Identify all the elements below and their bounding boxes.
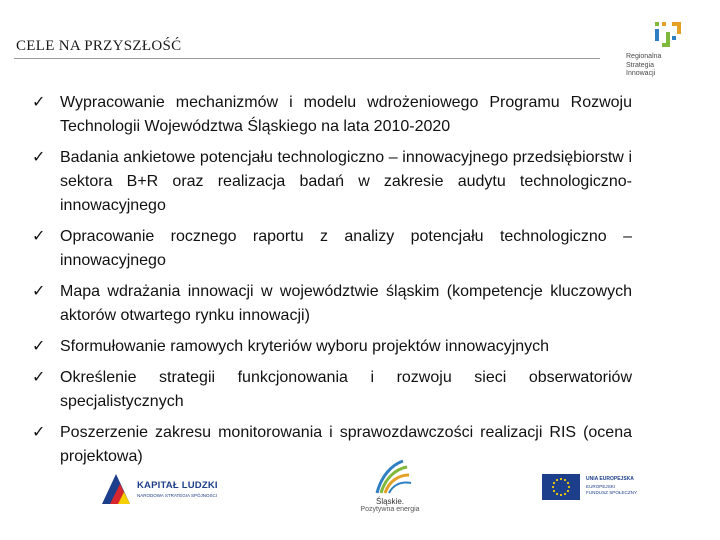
checkmark-icon: ✓	[32, 283, 46, 300]
list-item-text: Określenie strategii funkcjonowania i rozwoju sieci obserwatoriów specjalistycznych	[60, 369, 632, 410]
kapital-ludzki-subtitle: NARODOWA STRATEGIA SPÓJNOŚCI	[137, 493, 218, 498]
list-item-text: Badania ankietowe potencjału technologiczno – innowacyjnego przedsiębiorstw i sektora B+R oraz realizacja badań w zakresie audytu technologiczno-innowacyjnego	[60, 149, 632, 214]
checkmark-icon: ✓	[32, 94, 46, 111]
ri-logo-text	[626, 53, 661, 79]
list-item	[32, 421, 632, 469]
eu-flag-icon	[542, 474, 580, 500]
title-divider	[14, 58, 600, 59]
ri-logo-line: Strategia	[626, 61, 655, 69]
page-title: CELE NA PRZYSZŁOŚĆ	[16, 38, 182, 54]
checkmark-icon: ✓	[32, 424, 46, 441]
list-item-text: Wypracowanie mechanizmów i modelu wdrożeniowego Programu Rozwoju Technologii Województwa Śląskiego na lata 2010-2020	[60, 94, 632, 135]
ri-logo-line: Innowacji	[626, 70, 656, 77]
list-item	[32, 335, 632, 359]
eu-name: UNIA EUROPEJSKA	[586, 476, 634, 482]
list-item	[32, 91, 632, 139]
list-item	[32, 225, 632, 273]
checkmark-icon: ✓	[32, 149, 46, 166]
list-item	[32, 366, 632, 414]
list-item-text: Sformułowanie ramowych kryteriów wyboru projektów innowacyjnych	[60, 338, 550, 355]
ri-logo-line: Regionalna	[626, 53, 662, 60]
goals-list	[32, 91, 632, 476]
slaskie-tagline: Pozytywna energia	[360, 506, 420, 513]
list-item-text: Poszerzenie zakresu monitorowania i sprawozdawczości realizacji RIS (ocena projektowa)	[60, 424, 632, 465]
eu-fund-line: FUNDUSZ SPOŁECZNY	[586, 490, 638, 495]
list-item-text: Opracowanie rocznego raportu z analizy potencjału technologiczno – innowacyjnego	[60, 228, 632, 269]
slaskie-name: Śląskie.	[375, 497, 404, 506]
eu-fund-name	[586, 484, 637, 496]
list-item	[32, 146, 632, 218]
eu-fund-line: EUROPEJSKI	[586, 484, 616, 489]
checkmark-icon: ✓	[32, 338, 46, 355]
checkmark-icon: ✓	[32, 369, 46, 386]
list-item	[32, 280, 632, 328]
kapital-ludzki-name: KAPITAŁ LUDZKI	[137, 480, 218, 491]
list-item-text: Mapa wdrażania innowacji w województwie śląskim (kompetencje kluczowych aktorów otwartego rynku innowacji)	[60, 283, 632, 324]
checkmark-icon: ✓	[32, 228, 46, 245]
